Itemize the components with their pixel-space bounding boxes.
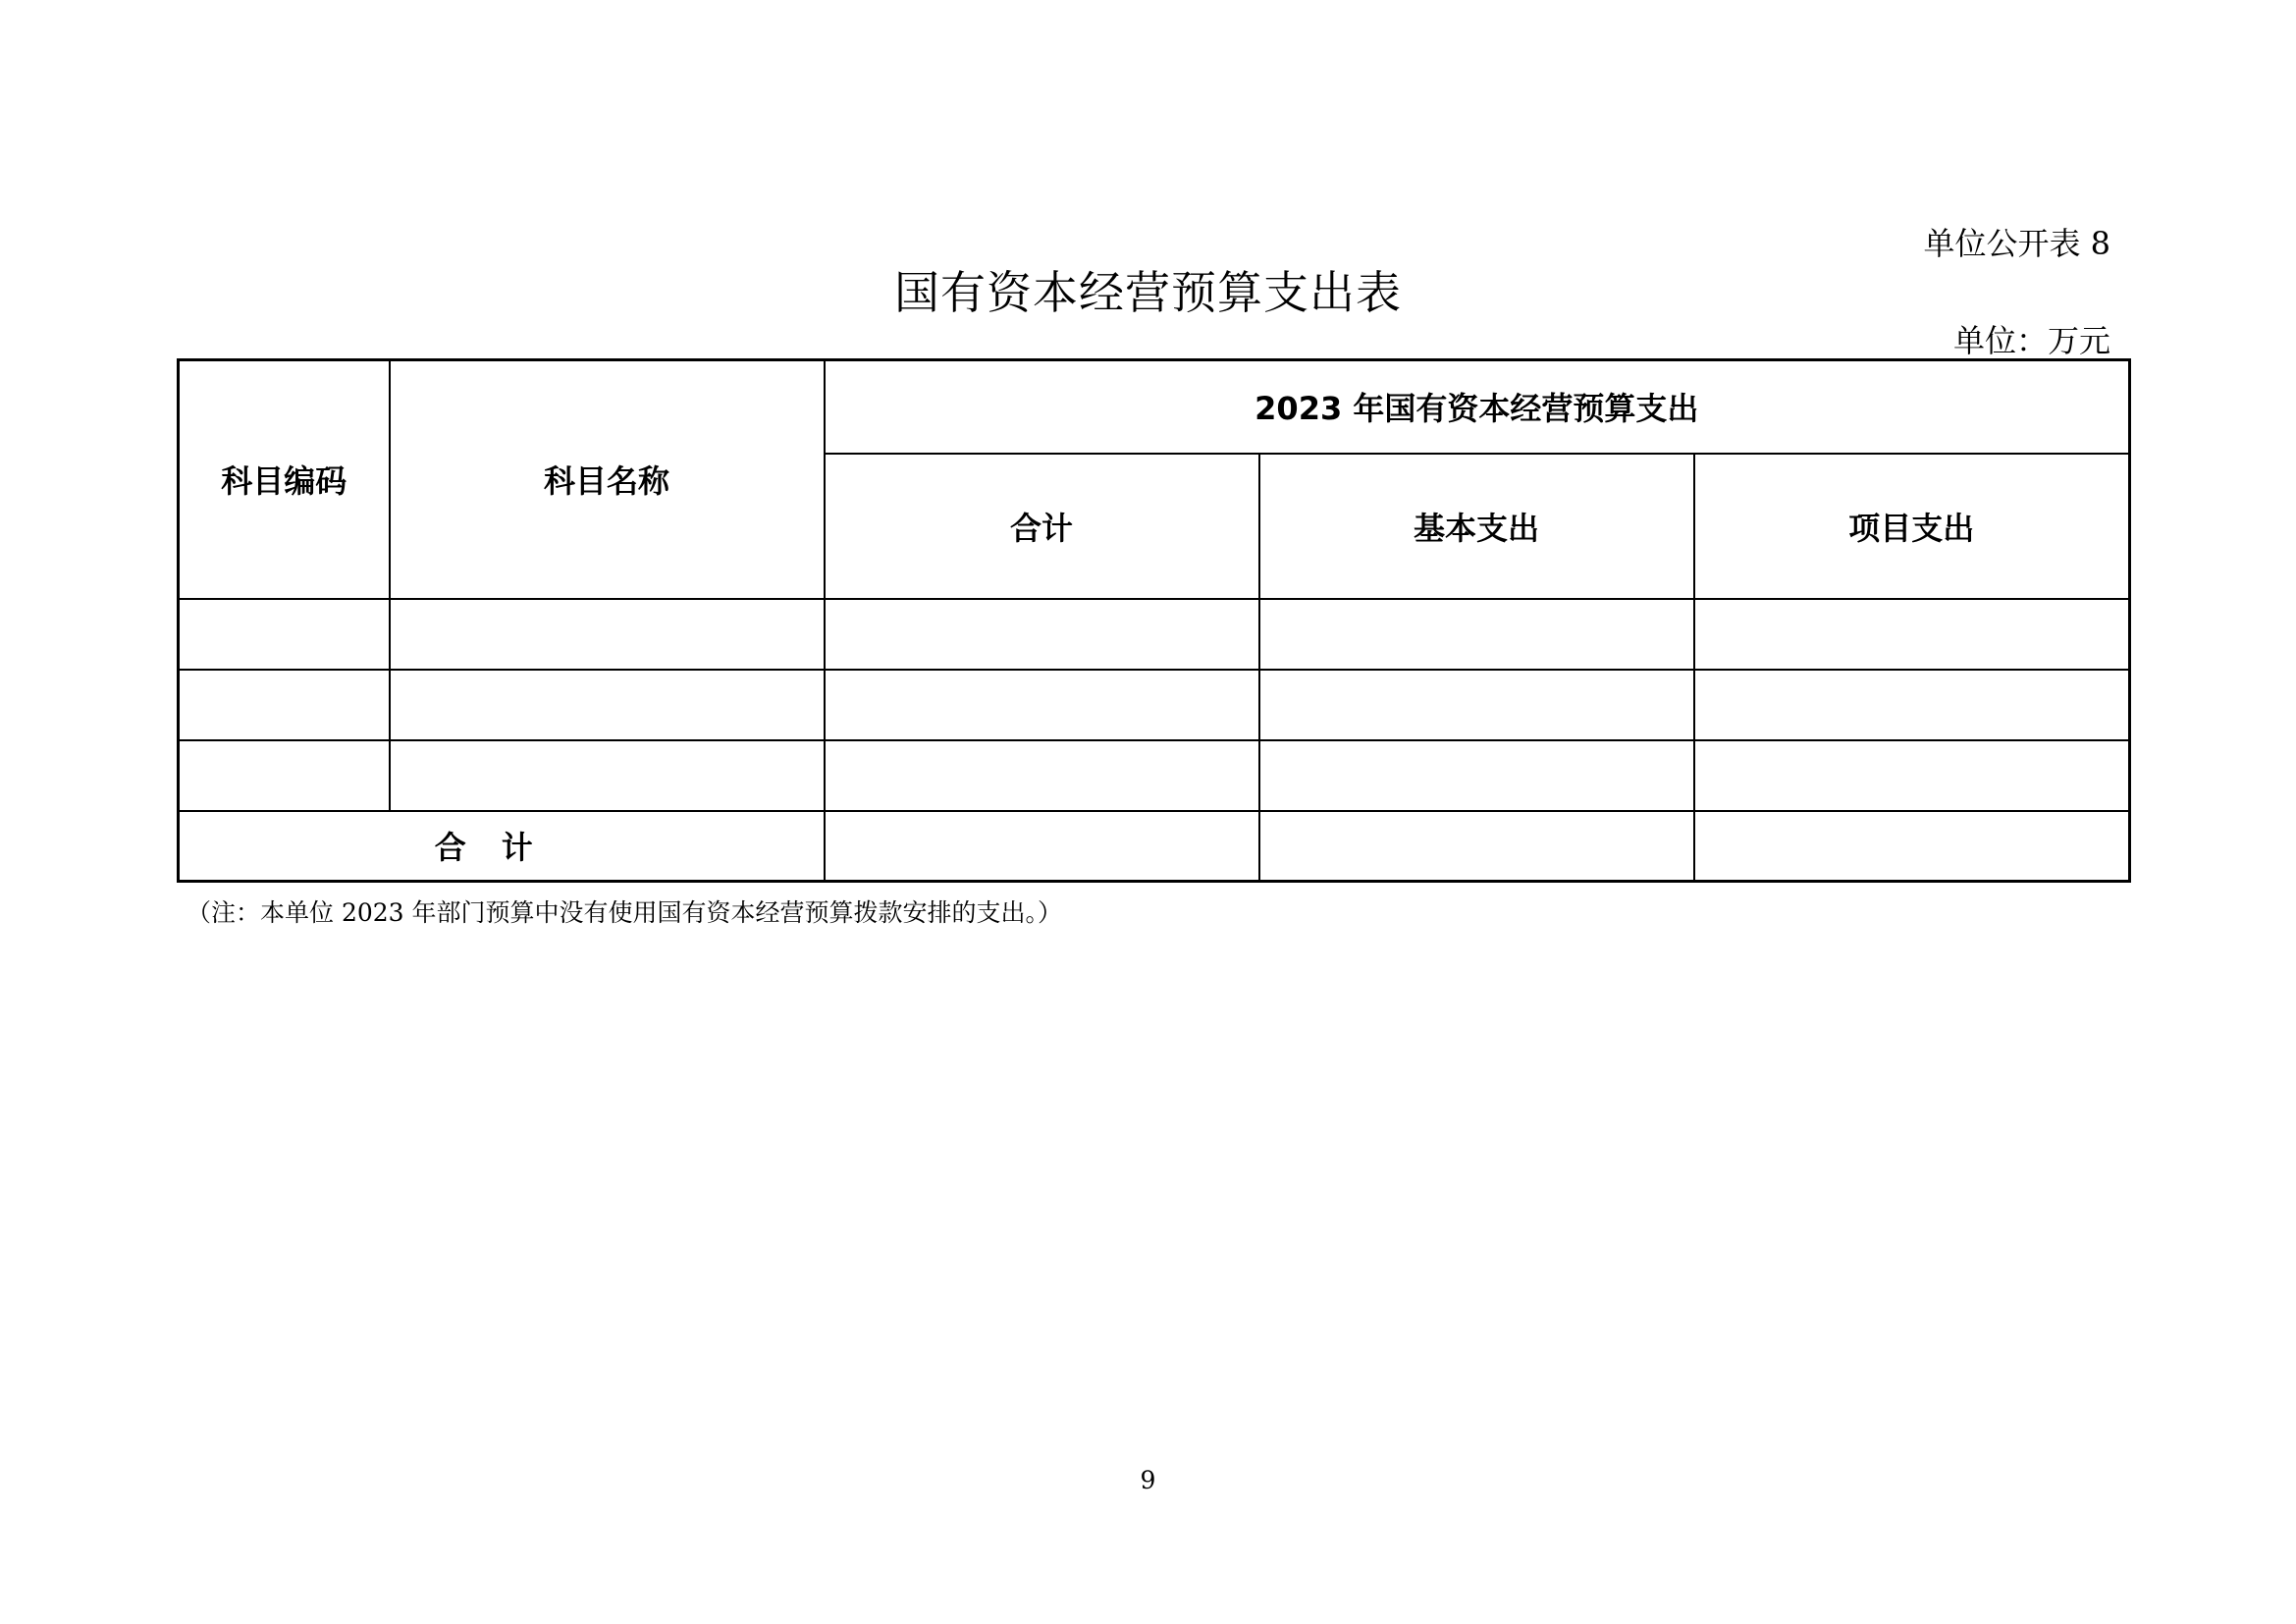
- header-basic-expenditure: 基本支出: [1259, 454, 1694, 599]
- footnote: （注：本单位 2023 年部门预算中没有使用国有资本经营预算拨款安排的支出。）: [187, 898, 1063, 927]
- cell-code: [179, 599, 390, 670]
- cell-total: [825, 599, 1259, 670]
- cell-project: [1694, 670, 2130, 740]
- table-id-label: 单位公开表 8: [1923, 225, 2110, 262]
- cell-basic: [1259, 740, 1694, 811]
- cell-name: [390, 740, 825, 811]
- table-total-row: [179, 811, 2130, 882]
- page-number: 9: [1140, 1466, 1156, 1494]
- header-subject-code: 科目编码: [179, 360, 390, 599]
- cell-project: [1694, 599, 2130, 670]
- page-title: 国有资本经营预算支出表: [894, 266, 1402, 319]
- cell-name: [390, 670, 825, 740]
- table-row: [179, 670, 2130, 740]
- cell-basic: [1259, 599, 1694, 670]
- total-row-project: [1694, 811, 2130, 882]
- header-subject-name: 科目名称: [390, 360, 825, 599]
- cell-code: [179, 740, 390, 811]
- header-project-expenditure: 项目支出: [1694, 454, 2130, 599]
- total-row-basic: [1259, 811, 1694, 882]
- cell-project: [1694, 740, 2130, 811]
- budget-table: [177, 358, 2131, 883]
- total-row-total: [825, 811, 1259, 882]
- table-row: [179, 740, 2130, 811]
- cell-name: [390, 599, 825, 670]
- cell-basic: [1259, 670, 1694, 740]
- cell-code: [179, 670, 390, 740]
- cell-total: [825, 740, 1259, 811]
- header-total: 合计: [825, 454, 1259, 599]
- total-row-label: 合计: [179, 811, 825, 882]
- cell-total: [825, 670, 1259, 740]
- table-header-row: [179, 360, 2130, 454]
- unit-label: 单位：万元: [1952, 322, 2110, 359]
- header-expenditure-group: 2023 年国有资本经营预算支出: [825, 360, 2130, 454]
- table-row: [179, 599, 2130, 670]
